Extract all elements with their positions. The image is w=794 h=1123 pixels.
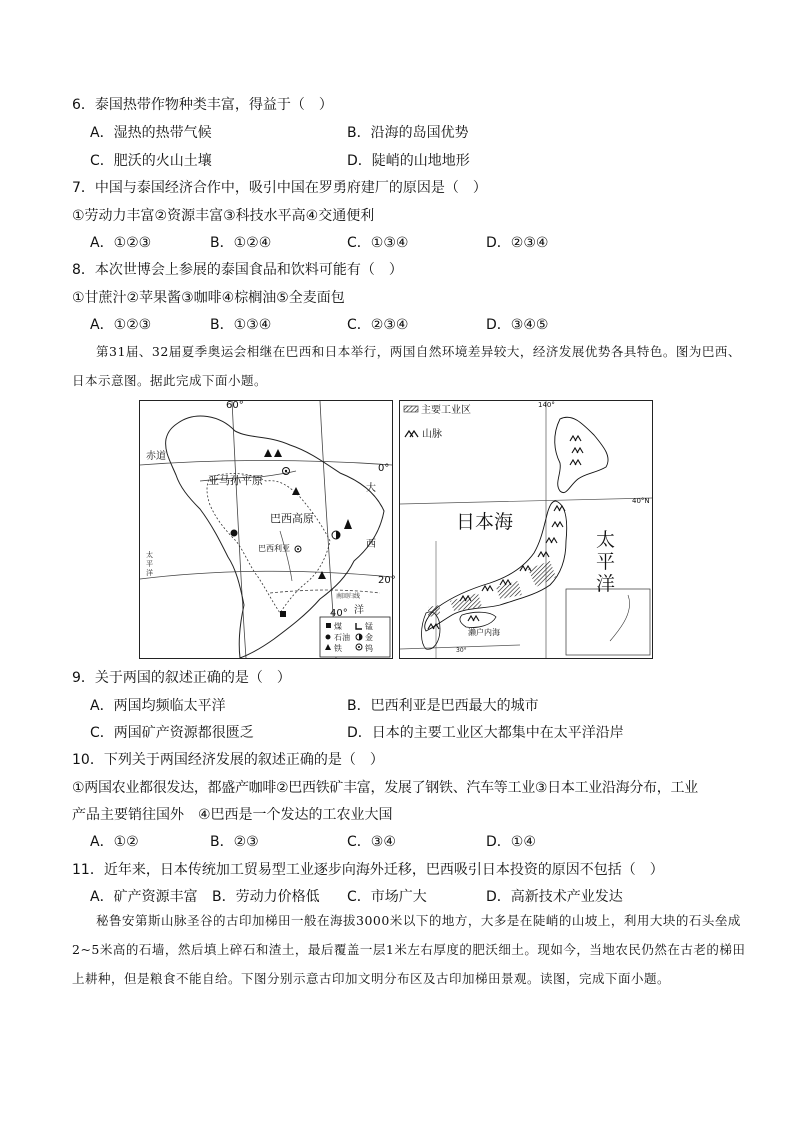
q9-stem: 9．关于两国的叙述正确的是（ ） [72, 670, 291, 686]
japan-lon140-label: 140° [538, 401, 555, 409]
legend-mountain-label: 山脉 [422, 429, 442, 440]
q8-option-a[interactable]: A．①②③ [90, 317, 152, 333]
q10-option-a[interactable]: A．①② [90, 834, 139, 850]
q10-stem: 10．下列关于两国经济发展的叙述正确的是（ ） [72, 752, 384, 768]
brazil-map-graphic [140, 401, 392, 658]
legend-gold: 金 [365, 633, 373, 642]
q6-option-d[interactable]: D．陡峭的山地地形 [347, 153, 470, 169]
seto-inland-sea-label: 濑户内海 [468, 628, 500, 637]
q8-option-d[interactable]: D．③④⑤ [486, 317, 549, 333]
legend-oil: 石油 [334, 633, 350, 642]
brazil-equator-label: 赤道 [146, 451, 166, 462]
japan-map [399, 400, 653, 659]
brazil-atlantic-char-1: 大 [366, 483, 376, 494]
q6-option-a[interactable]: A．湿热的热带气候 [90, 125, 212, 141]
q9-option-b[interactable]: B．巴西利亚是巴西最大的城市 [347, 698, 539, 714]
q10-items-line1: ①两国农业都很发达，都盛产咖啡②巴西铁矿丰富，发展了钢铁、汽车等工业③日本工业沿海分布，工业 [72, 780, 698, 796]
intro-inca-text: 秘鲁安第斯山脉圣谷的古印加梯田一般在海拔3000米以下的地方，大多是在陡峭的山坡上，利用大块的石头垒成2~5米高的石墙，然后填上碎石和渣土，最后覆盖一层1米左右厚度的肥沃细土。现如今，当地农民仍然在古老的梯田上耕种，但是粮食不能自给。下图分别示意古印加文明分布区及古印加梯田景观。读图，完成下面小题。 [72, 913, 746, 986]
q11-stem: 11．近年来，日本传统加工贸易型工业逐步向海外迁移，巴西吸引日本投资的原因不包括（ ） [72, 862, 664, 878]
q8-items: ①甘蔗汁②苹果酱③咖啡④棕榈油⑤全麦面包 [72, 290, 345, 306]
japan-lat40-label: 40°N [632, 497, 650, 505]
brazil-amazon-label: 亚马孙平原 [208, 474, 263, 487]
q7-option-a[interactable]: A．①②③ [90, 235, 152, 251]
japan-lat30-label: 30° [456, 647, 467, 654]
brazil-atlantic-char-2: 西 [366, 539, 376, 550]
brazil-lat0-label: 0° [378, 463, 390, 474]
legend-industry-label: 主要工业区 [421, 405, 471, 416]
q9-option-a[interactable]: A．两国均频临太平洋 [90, 698, 226, 714]
q7-items: ①劳动力丰富②资源丰富③科技水平高④交通便利 [72, 208, 375, 224]
brazil-map [139, 400, 396, 659]
brazil-plateau-label: 巴西高原 [270, 512, 314, 525]
pacific-label-2: 洋 [596, 573, 616, 595]
intro-inca [72, 906, 752, 993]
q6-option-b[interactable]: B．沿海的岛国优势 [347, 125, 469, 141]
q11-option-a[interactable]: A．矿产资源丰富 [90, 889, 198, 905]
q6-option-c[interactable]: C．肥沃的火山土壤 [90, 153, 212, 169]
q8-stem: 8．本次世博会上参展的泰国食品和饮料可能有（ ） [72, 262, 403, 278]
q11-option-b[interactable]: B．劳动力价格低 [212, 889, 320, 905]
legend-manganese: 锰 [365, 622, 373, 631]
brazil-atlantic-char-3: 洋 [354, 605, 364, 616]
brazil-brasilia-label: 巴西利亚 [258, 544, 290, 553]
q6-stem: 6．泰国热带作物种类丰富，得益于（ ） [72, 97, 333, 113]
brazil-lat20-label: 20° [378, 575, 396, 586]
brazil-pacific-label: 太平洋 [146, 551, 153, 577]
q10-option-d[interactable]: D．①④ [486, 834, 536, 850]
intro-brazil-japan [72, 337, 752, 395]
brazil-tropic-label: 南回归线 [336, 593, 361, 600]
legend-iron: 铁 [334, 644, 342, 653]
legend-coal: 煤 [334, 622, 342, 631]
q9-option-d[interactable]: D．日本的主要工业区大都集中在太平洋沿岸 [347, 725, 624, 741]
q10-option-b[interactable]: B．②③ [210, 834, 259, 850]
q7-option-b[interactable]: B．①②④ [210, 235, 272, 251]
pacific-label: 太平 [596, 529, 616, 573]
q7-stem: 7．中国与泰国经济合作中，吸引中国在罗勇府建厂的原因是（ ） [72, 180, 487, 196]
q7-option-d[interactable]: D．②③④ [486, 235, 549, 251]
q10-items-line2: 产品主要销往国外 ④巴西是一个发达的工农业大国 [72, 807, 393, 823]
q11-option-c[interactable]: C．市场广大 [347, 889, 427, 905]
intro-brazil-japan-text: 第31届、32届夏季奥运会相继在巴西和日本举行，两国自然环境差异较大，经济发展优势各具特色。图为巴西、日本示意图。据此完成下面小题。 [72, 344, 741, 388]
q10-option-c[interactable]: C．③④ [347, 834, 396, 850]
q8-option-c[interactable]: C．②③④ [347, 317, 409, 333]
q9-option-c[interactable]: C．两国矿产资源都很匮乏 [90, 725, 254, 741]
brazil-lon60-label: 60° [226, 400, 244, 411]
q11-option-d[interactable]: D．高新技术产业发达 [486, 889, 623, 905]
brazil-lon40-label: 40° [330, 608, 348, 619]
q7-option-c[interactable]: C．①③④ [347, 235, 409, 251]
legend-tungsten: 钨 [365, 644, 373, 653]
sea-of-japan-label: 日本海 [456, 511, 514, 533]
q8-option-b[interactable]: B．①③④ [210, 317, 272, 333]
